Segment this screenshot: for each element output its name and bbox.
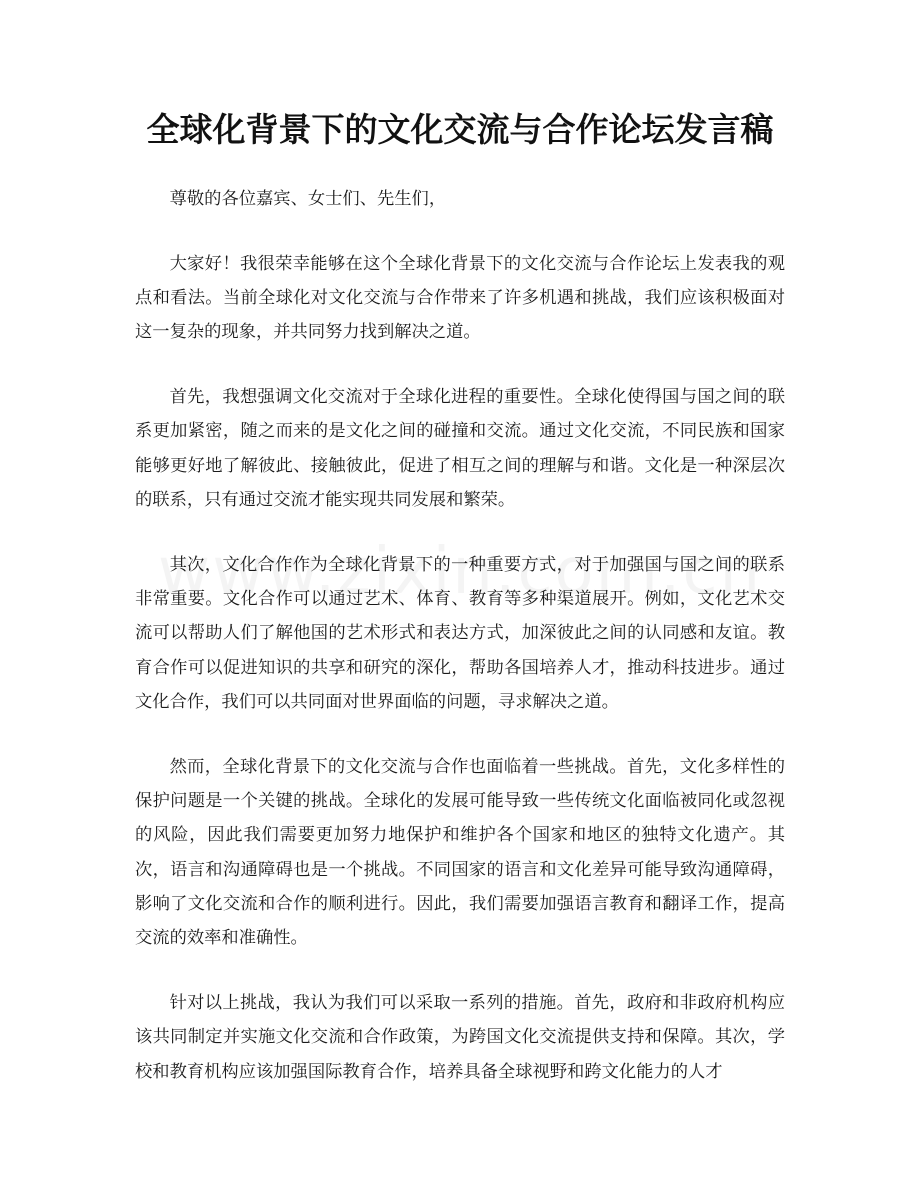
document-body: [135, 182, 785, 1120]
paragraph-1: 大家好！我很荣幸能够在这个全球化背景下的文化交流与合作论坛上发表我的观点和看法。当前全球化对文化交流与合作带来了许多机遇和挑战，我们应该积极面对这一复杂的现象，并共同努力找到解决之道。: [135, 253, 785, 343]
paragraph-2: 首先，我想强调文化交流对于全球化进程的重要性。全球化使得国与国之间的联系更加紧密，随之而来的是文化之间的碰撞和交流。通过文化交流，不同民族和国家能够更好地了解彼此、接触彼此，促进了相互之间的理解与和谐。文化是一种深层次的联系，只有通过交流才能实现共同发展和繁荣。: [135, 387, 785, 511]
document-title: 全球化背景下的文化交流与合作论坛发言稿: [146, 110, 774, 149]
paragraph-3: 其次，文化合作作为全球化背景下的一种重要方式，对于加强国与国之间的联系非常重要。文化合作可以通过艺术、体育、教育等多种渠道展开。例如，文化艺术交流可以帮助人们了解他国的艺术形式和表达方式，加深彼此之间的认同感和友谊。教育合作可以促进知识的共享和研究的深化，帮助各国培养人才，推动科技进步。通过文化合作，我们可以共同面对世界面临的问题，寻求解决之道。: [135, 554, 785, 713]
paragraph-4: 然而，全球化背景下的文化交流与合作也面临着一些挑战。首先，文化多样性的保护问题是一个关键的挑战。全球化的发展可能导致一些传统文化面临被同化或忽视的风险，因此我们需要更加努力地保护和维护各个国家和地区的独特文化遗产。其次，语言和沟通障碍也是一个挑战。不同国家的语言和文化差异可能导致沟通障碍，影响了文化交流和合作的顺利进行。因此，我们需要加强语言教育和翻译工作，提高交流的效率和准确性。: [135, 756, 785, 949]
paragraph-5: 针对以上挑战，我认为我们可以采取一系列的措施。首先，政府和非政府机构应该共同制定并实施文化交流和合作政策，为跨国文化交流提供支持和保障。其次，学校和教育机构应该加强国际教育合作，培养具备全球视野和跨文化能力的人才: [135, 993, 785, 1082]
salutation: 尊敬的各位嘉宾、女士们、先生们，: [169, 189, 447, 209]
